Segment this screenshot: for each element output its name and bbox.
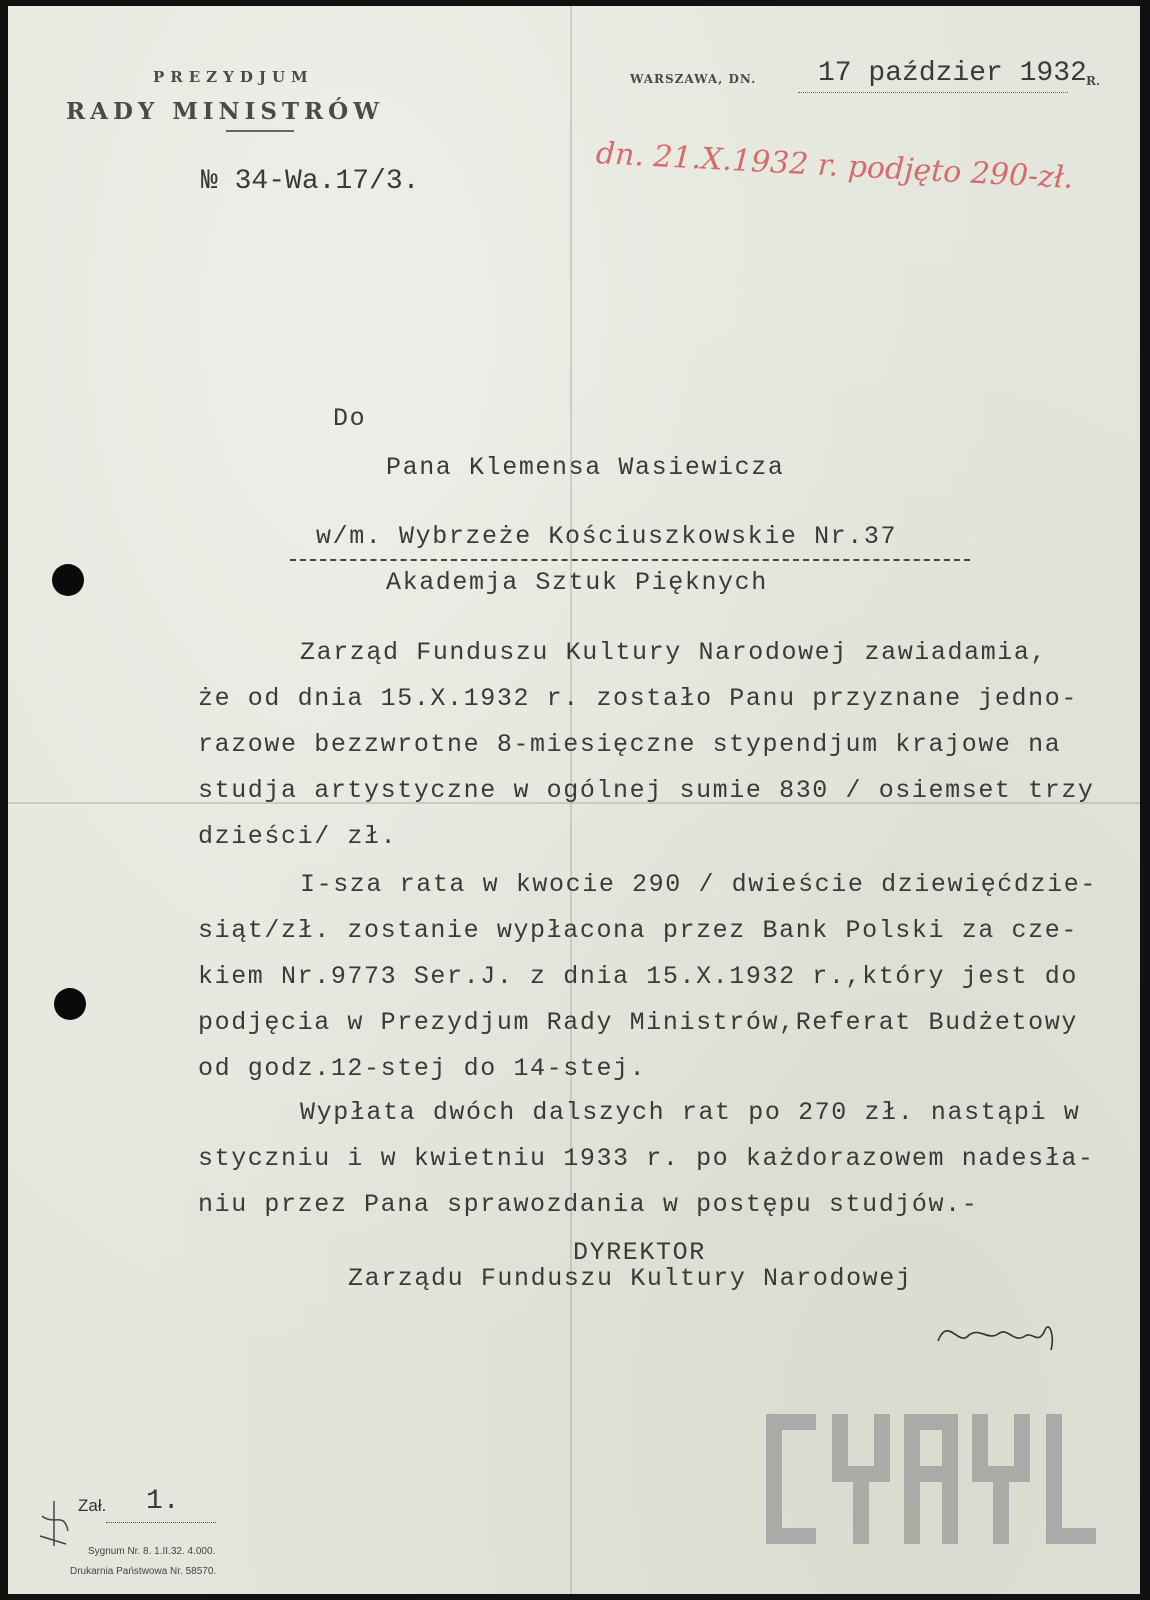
- print-info-line-1: Sygnum Nr. 8. 1.II.32. 4.000.: [88, 1546, 216, 1557]
- addressee-institution: Akademja Sztuk Pięknych: [386, 568, 768, 597]
- body-line: kiem Nr.9773 Ser.J. z dnia 15.X.1932 r.,który jest do: [198, 962, 1078, 991]
- signature-org: Zarządu Funduszu Kultury Narodowej: [348, 1264, 913, 1293]
- handwritten-note: dn. 21.X.1932 r. podjęto 290-zł.: [595, 136, 1075, 196]
- addressee-address: w/m. Wybrzeże Kościuszkowskie Nr.37: [316, 522, 898, 551]
- addressee-to: Do: [333, 404, 367, 433]
- body-line: styczniu i w kwietniu 1933 r. po każdorazowem nadesła-: [198, 1144, 1095, 1173]
- body-line: od godz.12-stej do 14-stej.: [198, 1054, 647, 1083]
- body-line: niu przez Pana sprawozdania w postępu studjów.-: [198, 1190, 979, 1219]
- body-line: Zarząd Funduszu Kultury Narodowej zawiadamia,: [300, 638, 1048, 667]
- cyryl-watermark-logo: [766, 1414, 1106, 1554]
- header-rule: [226, 130, 294, 132]
- date-dotted-line: [798, 92, 1068, 93]
- handwritten-signature: [933, 1306, 1073, 1366]
- body-line: Wypłata dwóch dalszych rat po 270 zł. nastąpi w: [300, 1098, 1081, 1127]
- city-label: WARSZAWA, DN.: [630, 72, 757, 86]
- addressee-name: Pana Klemensa Wasiewicza: [386, 453, 785, 482]
- attachment-value: 1.: [146, 1486, 180, 1517]
- body-line: podjęcia w Prezydjum Rady Ministrów,Referat Budżetowy: [198, 1008, 1078, 1037]
- print-info-line-2: Drukarnia Państwowa Nr. 58570.: [70, 1566, 217, 1577]
- body-line: siąt/zł. zostanie wypłacona przez Bank Polski za cze-: [198, 916, 1078, 945]
- header-line-1: PREZYDJUM: [153, 68, 314, 86]
- punch-hole-bottom: [54, 988, 86, 1020]
- date-value: 17 paździer 1932: [818, 58, 1087, 89]
- attachment-dotted-line: [106, 1522, 216, 1523]
- punch-hole-top: [52, 564, 84, 596]
- date-suffix: R.: [1086, 74, 1101, 88]
- body-line: że od dnia 15.X.1932 r. zostało Panu przyznane jedno-: [198, 684, 1078, 713]
- reference-number: № 34-Wa.17/3.: [201, 166, 420, 197]
- body-line: razowe bezzwrotne 8-miesięczne stypendjum krajowe na: [198, 730, 1062, 759]
- address-dashed-rule: [290, 559, 970, 561]
- body-line: I-sza rata w kwocie 290 / dwieście dziewięćdzie-: [300, 870, 1097, 899]
- stamp-mark-icon: [34, 1496, 74, 1556]
- document-sheet: [8, 6, 1140, 1594]
- signature-title: DYREKTOR: [573, 1238, 706, 1267]
- body-line: dzieści/ zł.: [198, 822, 398, 851]
- header-line-2: RADY MINISTRÓW: [66, 98, 385, 125]
- body-line: studja artystyczne w ogólnej sumie 830 / osiemset trzy: [198, 776, 1095, 805]
- attachment-label: Zał.: [78, 1496, 107, 1515]
